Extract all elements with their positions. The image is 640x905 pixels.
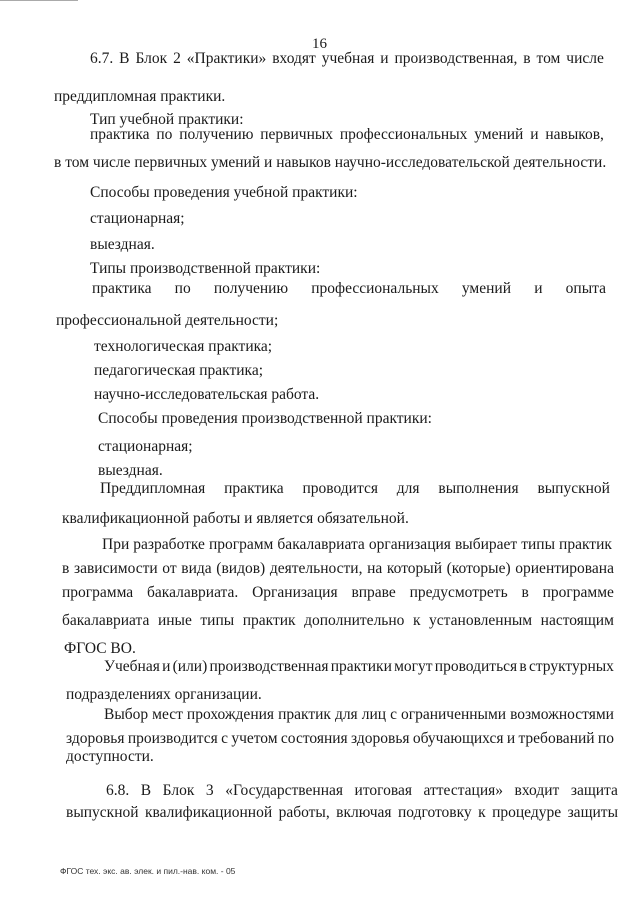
word: проводиться [434,658,518,675]
word: производственная [209,658,329,675]
word: 3 [205,782,214,799]
word: к [478,804,486,821]
text-line [62,612,614,630]
word: обучающихся [412,730,504,747]
word: включая [336,804,392,821]
text-line: Типы производственной практики: [90,260,321,277]
word: ориентирована [515,560,614,577]
word: практик [278,706,331,723]
word: проводится [302,480,378,497]
text-line [90,50,604,68]
word: выпускной [66,804,139,821]
word: производится [127,730,218,747]
word: итоговая [354,782,412,799]
word: (видов) [216,560,266,577]
word: с [390,706,397,723]
word: структурных [528,658,614,675]
word: бакалавриата. [147,584,239,601]
word: прохождения [186,706,275,723]
text-line [66,804,618,822]
text-line [106,782,618,800]
word: защиты [567,804,618,821]
text-line: научно-исследовательская работа. [94,386,320,403]
word: учетом [231,730,278,747]
text-line: доступности. [66,748,154,765]
word: могут [394,658,433,675]
word: «Практики» [186,50,267,67]
word: и [380,50,389,67]
word: Выбор [104,706,149,723]
word: и [534,280,543,297]
word: деятельности, [269,560,363,577]
word: При [102,536,130,553]
word: бакалавриата [62,612,150,629]
word: здоровья [351,730,410,747]
word: вида [181,560,212,577]
word: в [62,560,70,577]
word: профессиональных [311,280,439,297]
word: подготовку [397,804,472,821]
text-line: в том числе первичных умений и навыков научно-исследовательской деятельности. [54,154,607,171]
word: в [523,50,531,67]
word: для [334,706,358,723]
word: числе [566,50,604,67]
word: получению [213,280,289,297]
word: в [519,658,527,675]
word: требований [518,730,595,747]
text-line [104,706,614,724]
word: квалификационной [144,804,273,821]
word: и [162,658,171,675]
text-line: технологическая практика; [94,338,273,355]
word: на [367,560,383,577]
word: с [221,730,228,747]
word: практика [92,280,152,297]
word: 2 [173,50,181,67]
word: настоящим [540,612,614,629]
word: учебная [321,50,375,67]
word: организация [368,536,451,553]
scan-edge-line [0,0,78,1]
text-line: выездная. [98,462,163,479]
word: мест [152,706,183,723]
word: умений [461,280,512,297]
word: входят [272,50,316,67]
word: бакалавриата [277,536,365,553]
text-line [104,658,614,676]
word: 6.7. [90,50,114,67]
text-line: профессиональной деятельности; [56,312,279,329]
word: В [119,50,130,67]
word: опыта [565,280,606,297]
word: программе [542,584,614,601]
word: практик [242,612,296,629]
text-line: Способы проведения производственной практики: [98,410,432,427]
text-line: выездная. [90,236,155,253]
word: выполнения [438,480,519,497]
word: Организация [252,584,338,601]
word: практики [330,658,392,675]
word: типы [200,612,235,629]
text-line [90,126,604,144]
word: Преддипломная [100,480,206,497]
word: умений [474,126,524,143]
word: предусмотреть [409,584,508,601]
word: входит [514,782,560,799]
word: (которые) [446,560,511,577]
word: для [396,480,420,497]
word: программа [62,584,134,601]
word: по [597,730,614,747]
word: ограниченными [400,706,507,723]
word: Блок [135,50,168,67]
word: работы, [278,804,330,821]
word: иные [157,612,192,629]
word: вправе [351,584,396,601]
word: который [386,560,442,577]
word: профессиональных [339,126,468,143]
word: выпускной [537,480,610,497]
word: в [521,584,529,601]
word: типы [521,536,555,553]
word: состояния [280,730,348,747]
text-line: квалификационной работы и является обязательной. [62,510,409,527]
text-line [92,280,606,298]
word: защита [570,782,618,799]
word: практик [559,536,612,553]
word: по [174,280,191,297]
word: и [506,730,516,747]
word: первичных [260,126,334,143]
text-line [62,584,614,602]
text-line: стационарная; [98,438,193,455]
text-line [62,560,614,578]
word: том [536,50,561,67]
text-line: преддипломная практики. [54,88,226,105]
text-line [66,730,614,748]
word: производственная, [394,50,518,67]
word: аттестация» [423,782,504,799]
word: лиц [361,706,387,723]
text-line [102,536,612,554]
word: установленным [429,612,533,629]
text-line: Тип учебной практики: [90,111,244,128]
word: В [140,782,152,799]
text-line: подразделениях организации. [66,686,262,703]
footer-note: ФГОС тех. экс. ав. элек. и пил.-нав. ком. - 05 [60,866,236,876]
word: разработке [133,536,205,553]
page-number: 16 [312,36,327,52]
word: «Государственная [225,782,343,799]
word: получению [179,126,254,143]
word: Блок [162,782,195,799]
word: практика [224,480,284,497]
text-line [100,480,610,498]
word: практика [90,126,150,143]
word: зависимости [73,560,158,577]
word: выбирает [454,536,518,553]
word: 6.8. [106,782,130,799]
text-line: педагогическая практика; [94,362,264,379]
word: процедуре [492,804,562,821]
word: дополнительно [304,612,405,629]
word: возможностями [510,706,614,723]
word: здоровья [66,730,125,747]
word: к [412,612,421,629]
word: программ [208,536,274,553]
word: от [162,560,177,577]
word: по [156,126,173,143]
text-line: Способы проведения учебной практики: [90,184,358,201]
word: навыков, [545,126,604,143]
word: Учебная [104,658,160,675]
word: (или) [172,658,208,675]
text-line: стационарная; [90,210,185,227]
text-line: ФГОС ВО. [64,640,136,657]
word: и [530,126,539,143]
